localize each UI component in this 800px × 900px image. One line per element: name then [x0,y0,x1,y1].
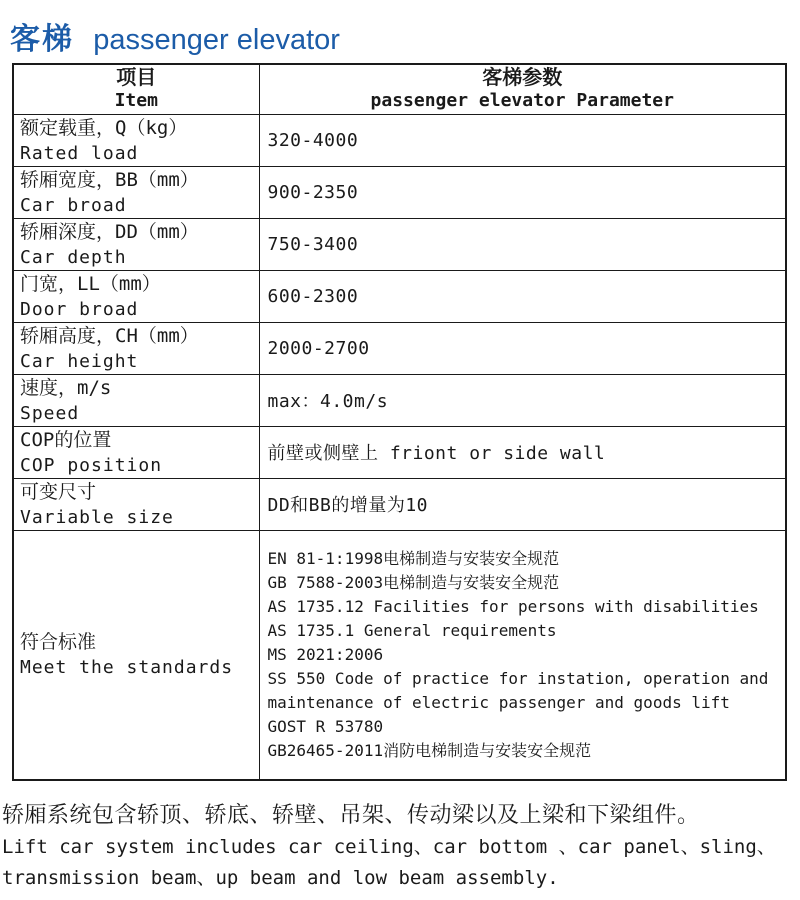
row-value: 前壁或侧壁上 friont or side wall [259,426,786,478]
standard-line: GB26465-2011消防电梯制造与安装安全规范 [267,740,592,760]
row-label-en: Car height [20,350,139,372]
row-label-zh: 可变尺寸 [20,480,97,503]
row-value: 900-2350 [259,166,786,218]
row-label [13,426,259,478]
row-label-zh: 门宽，LL（mm） [20,272,161,295]
row-label-en: COP position [20,454,163,476]
standard-line: SS 550 Code of practice for instation, operation and [267,668,769,688]
row-value: 750-3400 [259,218,786,270]
footer-line-english-2: transmission beam、up beam and low beam assembly. [2,867,559,889]
row-value: 320-4000 [259,114,786,166]
row-label-en: Car depth [20,246,127,268]
table-row-car-depth [13,218,786,270]
row-label [13,322,259,374]
row-label-en: Rated load [20,142,139,164]
table-row-speed [13,374,786,426]
row-value: DD和BB的增量为10 [259,478,786,530]
column-header-item-en: Item [114,90,158,112]
row-label-en: Speed [20,402,80,424]
table-row-cop-position [13,426,786,478]
footer-line-english-1: Lift car system includes car ceiling、car bottom 、car panel、sling、 [2,836,776,858]
row-label-zh: 额定载重，Q（kg） [20,116,188,139]
row-label [13,114,259,166]
row-value: 600-2300 [259,270,786,322]
standard-line: GOST R 53780 [267,716,384,736]
page-title-english: passenger elevator [93,24,340,56]
row-label-zh: 轿厢宽度，BB（mm） [20,168,199,191]
spec-table [12,63,787,781]
page-title [10,14,340,58]
standard-line: EN 81-1:1998电梯制造与安装安全规范 [267,548,560,568]
table-row-variable-size [13,478,786,530]
row-label-zh: 轿厢深度，DD（mm） [20,220,199,243]
row-label [13,166,259,218]
page-title-chinese: 客梯 [10,22,74,57]
row-label [13,478,259,530]
footer-line-chinese: 轿厢系统包含轿顶、轿底、轿壁、吊架、传动梁以及上梁和下梁组件。 [2,803,700,828]
standard-line: MS 2021:2006 [267,644,384,664]
column-header-parameter [259,64,786,114]
standard-line: maintenance of electric passenger and goods lift [267,692,730,712]
row-value: max：4.0m/s [259,374,786,426]
standards-list [259,530,786,780]
row-label [13,530,259,780]
footer-note [2,800,798,894]
column-header-parameter-zh: 客梯参数 [482,65,563,90]
row-label-zh: 符合标准 [20,631,97,654]
row-label-zh: COP的位置 [20,428,112,451]
row-label-zh: 轿厢高度，CH（mm） [20,324,199,347]
row-label [13,270,259,322]
table-row-standards [13,530,786,780]
table-row-car-broad [13,166,786,218]
row-label [13,218,259,270]
column-header-parameter-en: passenger elevator Parameter [370,90,674,112]
row-label-en: Variable size [20,506,174,528]
table-row-rated-load [13,114,786,166]
row-value: 2000-2700 [259,322,786,374]
table-row-door-broad [13,270,786,322]
standard-line: AS 1735.1 General requirements [267,620,557,640]
standard-line: GB 7588-2003电梯制造与安装安全规范 [267,572,560,592]
row-label-zh: 速度，m/s [20,376,112,399]
standard-line: AS 1735.12 Facilities for persons with disabilities [267,596,759,616]
row-label [13,374,259,426]
column-header-item-zh: 项目 [116,65,157,90]
row-label-en: Door broad [20,298,139,320]
row-label-en: Meet the standards [20,657,234,679]
table-header-row [13,64,786,114]
table-row-car-height [13,322,786,374]
column-header-item [13,64,259,114]
row-label-en: Car broad [20,194,127,216]
